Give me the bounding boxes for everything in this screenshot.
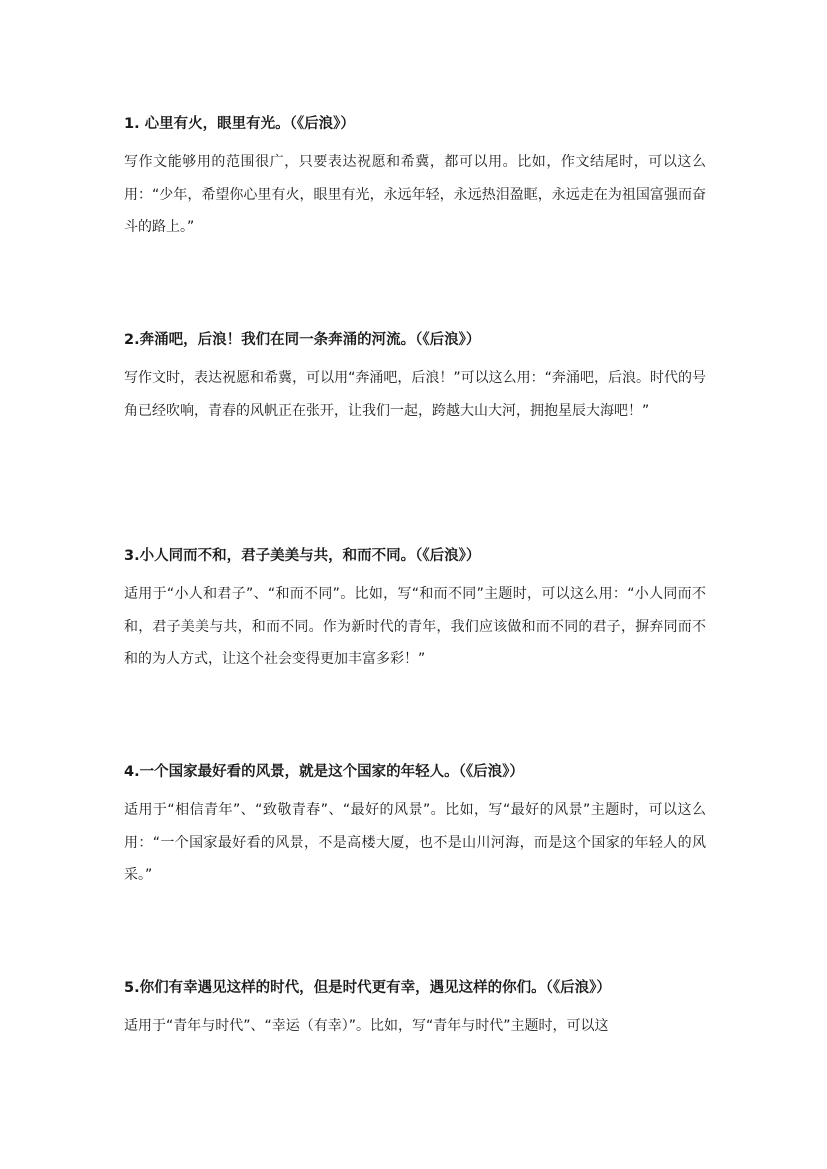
quote-section-3 [124,546,706,676]
quote-section-1 [124,114,706,244]
quote-heading-1: 1. 心里有火，眼里有光。（《后浪》） [124,116,355,132]
quote-heading-3: 3.小人同而不和，君子美美与共，和而不同。（《后浪》） [124,548,481,564]
quote-body-1: 写作文能够用的范围很广，只要表达祝愿和希冀，都可以用。比如，作文结尾时，可以这么用：“少年，希望你心里有火，眼里有光，永远年轻，永远热泪盈眶，永远走在为祖国富强而奋斗的路上。” [124,154,706,235]
quote-body-2: 写作文时，表达祝愿和希冀，可以用“奔涌吧，后浪！”可以这么用：“奔涌吧，后浪。时代的号角已经吹响，青春的风帆正在张开，让我们一起，跨越大山大河，拥抱星辰大海吧！” [124,370,706,419]
quote-body-3: 适用于“小人和君子”、“和而不同”。比如，写“和而不同”主题时，可以这么用：“小人同而不和，君子美美与共，和而不同。作为新时代的青年，我们应该做和而不同的君子，摒弃同而不和的为人方式，让这个社会变得更加丰富多彩！” [124,586,706,667]
quote-section-4 [124,762,706,892]
quote-heading-5: 5.你们有幸遇见这样的时代，但是时代更有幸，遇见这样的你们。（《后浪》） [124,980,611,996]
quote-heading-4: 4.一个国家最好看的风景，就是这个国家的年轻人。（《后浪》） [124,764,524,780]
quote-body-5: 适用于“青年与时代”、“幸运（有幸）”。比如，写“青年与时代”主题时，可以这 [124,1018,609,1034]
quote-section-2 [124,330,706,427]
quote-heading-2: 2.奔涌吧，后浪！我们在同一条奔涌的河流。（《后浪》） [124,332,481,348]
quote-section-5 [124,978,706,1043]
quote-body-4: 适用于“相信青年”、“致敬青春”、“最好的风景”。比如，写“最好的风景”主题时，可以这么用：“一个国家最好看的风景，不是高楼大厦，也不是山川河海，而是这个国家的年轻人的风采。” [124,802,706,883]
